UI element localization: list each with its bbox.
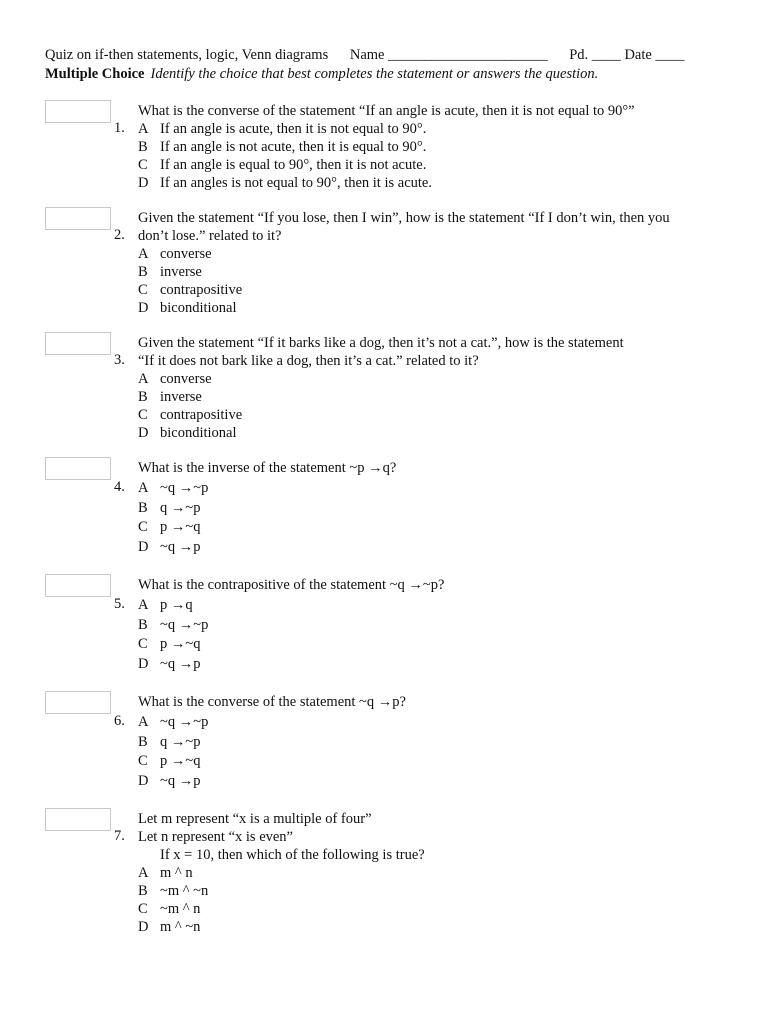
option-d [138, 538, 200, 556]
question-text: What is the contrapositive of the statement ~q →~p? [138, 577, 445, 593]
option-b [138, 882, 208, 900]
option-letter: D [138, 425, 149, 441]
answer-input-box[interactable] [45, 332, 111, 355]
option-letter: A [138, 480, 149, 496]
question-text: Let n represent “x is even” [138, 829, 293, 845]
question-number: 7. [114, 828, 125, 844]
option-b [138, 138, 426, 156]
option-text: m ^ n [160, 865, 193, 881]
option-c [138, 752, 200, 770]
option-letter: C [138, 519, 148, 535]
name-field-label: Name ______________________ [349, 47, 548, 63]
option-text: p →~q [160, 753, 201, 769]
option-d [138, 918, 200, 936]
option-text: If an angle is equal to 90°, then it is not acute. [160, 157, 427, 173]
header-line [45, 47, 684, 64]
option-letter: C [138, 636, 148, 652]
option-text: p →~q [160, 636, 201, 652]
option-letter: A [138, 121, 149, 137]
question-number: 1. [114, 120, 125, 136]
section-header [45, 66, 598, 83]
answer-input-box[interactable] [45, 457, 111, 480]
answer-input-box[interactable] [45, 207, 111, 230]
question-text: What is the inverse of the statement ~p →q? [138, 460, 397, 476]
option-text: ~q →~p [160, 714, 209, 730]
option-text: ~q →p [160, 772, 201, 789]
option-letter: C [138, 157, 148, 173]
option-letter: D [138, 300, 149, 316]
period-field-label: Pd. ____ [569, 47, 621, 63]
option-text: biconditional [160, 425, 237, 441]
option-text: If an angle is not acute, then it is equal to 90°. [160, 139, 427, 155]
option-letter: B [138, 883, 148, 899]
option-c [138, 635, 200, 653]
option-a [138, 713, 208, 731]
answer-input-box[interactable] [45, 691, 111, 714]
option-c [138, 406, 242, 424]
option-text: ~q →p [160, 538, 201, 555]
option-d [138, 174, 432, 192]
option-text: ~q →~p [160, 480, 209, 496]
question-number: 4. [114, 479, 125, 495]
option-text: q →~p [160, 499, 201, 516]
option-letter: A [138, 246, 149, 262]
option-d [138, 424, 237, 442]
option-c [138, 156, 426, 174]
option-d [138, 655, 200, 673]
option-text: converse [160, 246, 212, 262]
option-b [138, 499, 200, 517]
option-b [138, 616, 208, 634]
option-letter: D [138, 772, 149, 789]
option-text: biconditional [160, 300, 237, 316]
question-text: What is the converse of the statement ~q →p? [138, 694, 406, 710]
option-b [138, 263, 202, 281]
option-letter: C [138, 407, 148, 423]
option-text: m ^ ~n [160, 919, 201, 935]
option-letter: B [138, 139, 148, 155]
question-number: 5. [114, 596, 125, 612]
option-d [138, 299, 237, 317]
question-text: If x = 10, then which of the following is true? [160, 847, 425, 863]
option-text: contrapositive [160, 282, 243, 298]
option-c [138, 518, 200, 536]
option-letter: B [138, 616, 148, 633]
option-d [138, 772, 200, 790]
option-letter: A [138, 597, 149, 613]
option-letter: A [138, 714, 149, 730]
option-text: q →~p [160, 733, 201, 750]
option-text: ~m ^ ~n [160, 883, 209, 899]
option-letter: C [138, 282, 148, 298]
option-a [138, 245, 212, 263]
option-b [138, 388, 202, 406]
question-text: Let m represent “x is a multiple of four” [138, 811, 372, 827]
option-text: converse [160, 371, 212, 387]
option-c [138, 900, 200, 918]
question-text: Given the statement “If you lose, then I win”, how is the statement “If I don’t win, then you [138, 210, 670, 226]
question-text: don’t lose.” related to it? [138, 228, 282, 244]
option-text: inverse [160, 389, 202, 405]
option-b [138, 733, 200, 751]
option-letter: B [138, 499, 148, 516]
option-letter: A [138, 371, 149, 387]
option-letter: D [138, 919, 149, 935]
answer-input-box[interactable] [45, 574, 111, 597]
option-text: p →q [160, 597, 193, 613]
quiz-title: Quiz on if-then statements, logic, Venn diagrams [45, 47, 329, 63]
option-letter: C [138, 901, 148, 917]
date-field-label: Date ____ [624, 47, 685, 63]
option-text: ~q →~p [160, 616, 209, 633]
option-c [138, 281, 242, 299]
answer-input-box[interactable] [45, 808, 111, 831]
option-letter: D [138, 175, 149, 191]
section-title: Multiple Choice [45, 66, 145, 82]
option-text: p →~q [160, 519, 201, 535]
option-letter: D [138, 538, 149, 555]
option-a [138, 596, 193, 614]
question-text: Given the statement “If it barks like a dog, then it’s not a cat.”, how is the statement [138, 335, 624, 351]
option-letter: B [138, 264, 148, 280]
option-letter: B [138, 389, 148, 405]
option-letter: A [138, 865, 149, 881]
option-text: inverse [160, 264, 202, 280]
option-text: If an angle is acute, then it is not equal to 90°. [160, 121, 427, 137]
question-text: “If it does not bark like a dog, then it’s a cat.” related to it? [138, 353, 479, 369]
option-text: ~m ^ n [160, 901, 201, 917]
option-a [138, 120, 426, 138]
question-text: What is the converse of the statement “If an angle is acute, then it is not equal to 90°” [138, 103, 635, 119]
option-letter: B [138, 733, 148, 750]
option-text: contrapositive [160, 407, 243, 423]
option-letter: C [138, 753, 148, 769]
option-text: ~q →p [160, 655, 201, 672]
instructions: Identify the choice that best completes the statement or answers the question. [150, 66, 599, 82]
question-number: 3. [114, 352, 125, 368]
option-a [138, 479, 208, 497]
option-text: If an angles is not equal to 90°, then it is acute. [160, 175, 432, 191]
option-a [138, 864, 193, 882]
option-a [138, 370, 212, 388]
answer-input-box[interactable] [45, 100, 111, 123]
question-number: 2. [114, 227, 125, 243]
option-letter: D [138, 655, 149, 672]
question-number: 6. [114, 713, 125, 729]
